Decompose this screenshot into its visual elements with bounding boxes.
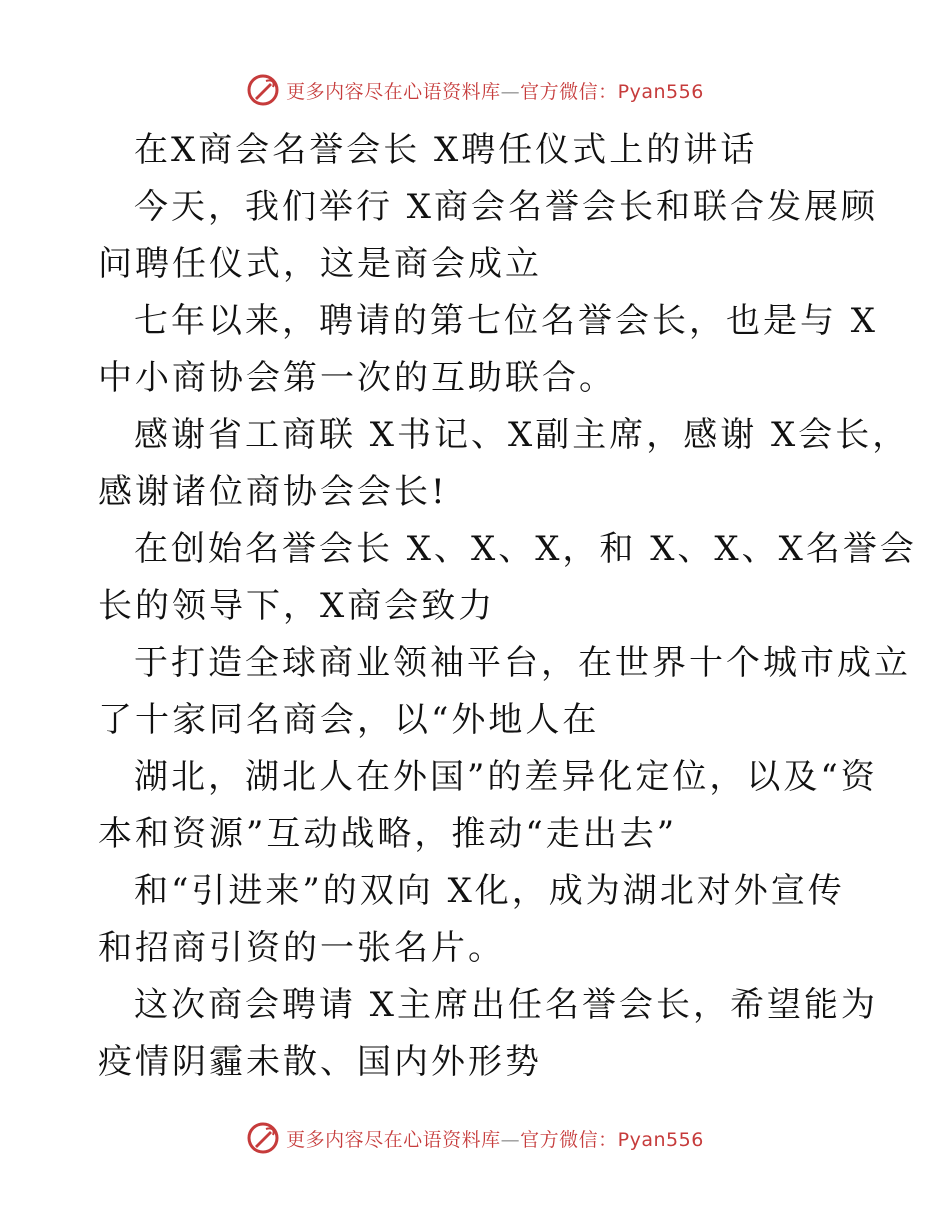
banner-brand: 更多内容尽在心语资料库 [286, 80, 501, 103]
paragraph-line: 长的领导下，X商会致力 [98, 586, 496, 626]
paragraph-line: 今天，我们举行 X商会名誉会长和联合发展顾 [134, 187, 879, 227]
banner-text [286, 1125, 704, 1152]
paragraph-line: 感谢诸位商协会会长! [98, 472, 448, 512]
paragraph-line: 七年以来，聘请的第七位名誉会长，也是与 X [134, 301, 879, 341]
paragraph-line: 湖北，湖北人在外国”的差异化定位，以及“资 [134, 757, 878, 797]
paragraph-line: 于打造全球商业领袖平台，在世界十个城市成立 [134, 643, 911, 683]
document-body [98, 122, 917, 1091]
paragraph-line: 在创始名誉会长 X、X、X，和 X、X、X名誉会 [134, 529, 917, 569]
red-quill-logo-icon [246, 1121, 280, 1155]
banner-text [286, 77, 704, 104]
banner-brand: 更多内容尽在心语资料库 [286, 1128, 501, 1151]
banner-dash: — [500, 80, 521, 103]
paragraph-line: 中小商协会第一次的互助联合。 [98, 358, 616, 398]
banner-dash: — [500, 1128, 521, 1151]
paragraph-line: 了十家同名商会，以“外地人在 [98, 700, 600, 740]
paragraph-line: 本和资源”互动战略，推动“走出去” [98, 814, 678, 854]
paragraph-line: 这次商会聘请 X主席出任名誉会长，希望能为 [134, 985, 879, 1025]
paragraph-line: 和招商引资的一张名片。 [98, 928, 505, 968]
document-title: 在X商会名誉会长 X聘任仪式上的讲话 [134, 130, 758, 170]
paragraph-line: 疫情阴霾未散、国内外形势 [98, 1042, 542, 1082]
paragraph-line: 问聘任仪式，这是商会成立 [98, 244, 542, 284]
footer-banner [0, 1118, 950, 1158]
banner-contact: 官方微信：Pyan556 [520, 1128, 704, 1151]
paragraph-line: 感谢省工商联 X书记、X副主席，感谢 X会长， [134, 415, 910, 455]
banner-contact: 官方微信：Pyan556 [520, 80, 704, 103]
paragraph-line: 和“引进来”的双向 X化，成为湖北对外宣传 [134, 871, 845, 911]
header-banner [0, 70, 950, 110]
red-quill-logo-icon [246, 73, 280, 107]
